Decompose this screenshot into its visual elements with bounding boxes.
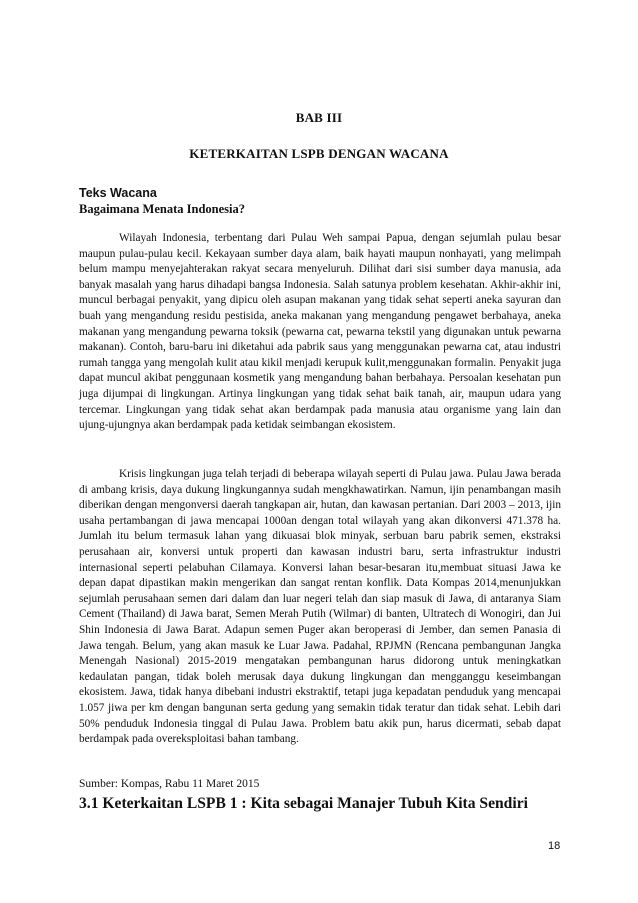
paragraph-text: Krisis lingkungan juga telah terjadi di beberapa wilayah seperti di Pulau jawa. Pulau Jawa berada di ambang krisis, daya dukung lingkungannya sudah mengkhawatirkan. Namun, ijin penambangan masih diberikan dengan mengonversi daerah tangkapan air, hutan, dan kawasan pertanian. Dari 2003 – 2013, ijin usaha pertambangan di jawa mencapai 1000an dengan total wilayah yang akan dikonversi 471.378 ha. Jumlah itu belum termasuk lahan yang dikuasai blok minyak, serbuan baru pabrik semen, ekstraksi perusahaan air, konversi untuk properti dan kawasan industri baru, serta infrastruktur industri internasional seperti pelabuhan Cilamaya. Konversi lahan besar-besaran itu,membuat situasi Jawa ke depan dapat dipastikan makin mengerikan dan sangat rentan konflik. Data Kompas 2014,menunjukkan sejumlah perusahaan semen dari dalam dan luar negeri telah dan siap masuk di Jawa, di antaranya Siam Cement (Thailand) di Jawa barat, Semen Merah Putih (Wilmar) di banten, Ultratech di Wonogiri, dan Jui Shin Indonesia di Jawa Barat. Adapun semen Puger akan beroperasi di Jember, dan semen Panasia di Jawa tengah. Belum, yang akan masuk ke Luar Jawa. Padahal, RPJMN (Rencana pembangunan Jangka Menengah Nasional) 2015-2019 mengatakan pembangunan harus didorong untuk meningkatkan kedaulatan pangan, tidak boleh merusak daya dukung lingkungan dan mengganggu keseimbangan ekosistem. Jawa, tidak hanya dibebani industri ekstraktif, tetapi juga kepadatan penduduk yang mencapai 1.057 jiwa per km dengan bangunan serta gedung yang semakin tidak teratur dan tidak sehat. Lebih dari 50% penduduk Indonesia tinggal di Pulau Jawa. Problem batu akik pun, harus dicermati, sebab dapat berdampak pada overeksploitasi bahan tambang. [79,468,561,746]
body-paragraph-1 [79,231,561,434]
section-label: Teks Wacana [79,186,157,200]
section-question: Bagaimana Menata Indonesia? [79,202,245,216]
body-paragraph-2 [79,467,561,748]
source-citation: Sumber: Kompas, Rabu 11 Maret 2015 [79,778,260,790]
paragraph-text: Wilayah Indonesia, terbentang dari Pulau Weh sampai Papua, dengan sejumlah pulau besar maupun pulau-pulau kecil. Kekayaan sumber daya alam, baik hayati maupun nonhayati, yang melimpah belum mampu menyejahterakan rakyat secara menyeluruh. Dilihat dari sisi sumber daya manusia, ada banyak masalah yang harus dihadapi bangsa Indonesia. Salah satunya problem kesehatan. Akhir-akhir ini, muncul berbagai penyakit, yang dipicu oleh asupan makanan yang tidak sehat seperti aneka sayuran dan buah yang mengandung residu pestisida, aneka makanan yang mengandung pengawet berbahaya, aneka makanan yang mengandung pewarna toksik (pewarna cat, pewarna tekstil yang digunakan untuk pewarna makanan). Contoh, baru-baru ini diketahui ada pabrik saus yang menggunakan pewarna cat, atau industri rumah tangga yang mengolah kulit atau kikil menjadi kerupuk kulit,menggunakan formalin. Penyakit juga dapat muncul akibat penggunaan kosmetik yang mengandung bahan berbahaya. Persoalan kesehatan pun juga dijumpai di lingkungan. Artinya lingkungan yang tidak sehat baik tanah, air, maupun udara yang tercemar. Lingkungan yang tidak sehat akan berdampak pada manusia atau organisme yang lain dan ujung-ujungnya akan berdampak pada ketidak seimbangan ekosistem. [79,232,561,432]
chapter-title: KETERKAITAN LSPB DENGAN WACANA [189,146,449,161]
page-number: 18 [548,840,561,852]
subsection-heading: 3.1 Keterkaitan LSPB 1 : Kita sebagai Manajer Tubuh Kita Sendiri [79,795,528,812]
chapter-number: BAB III [295,110,343,125]
